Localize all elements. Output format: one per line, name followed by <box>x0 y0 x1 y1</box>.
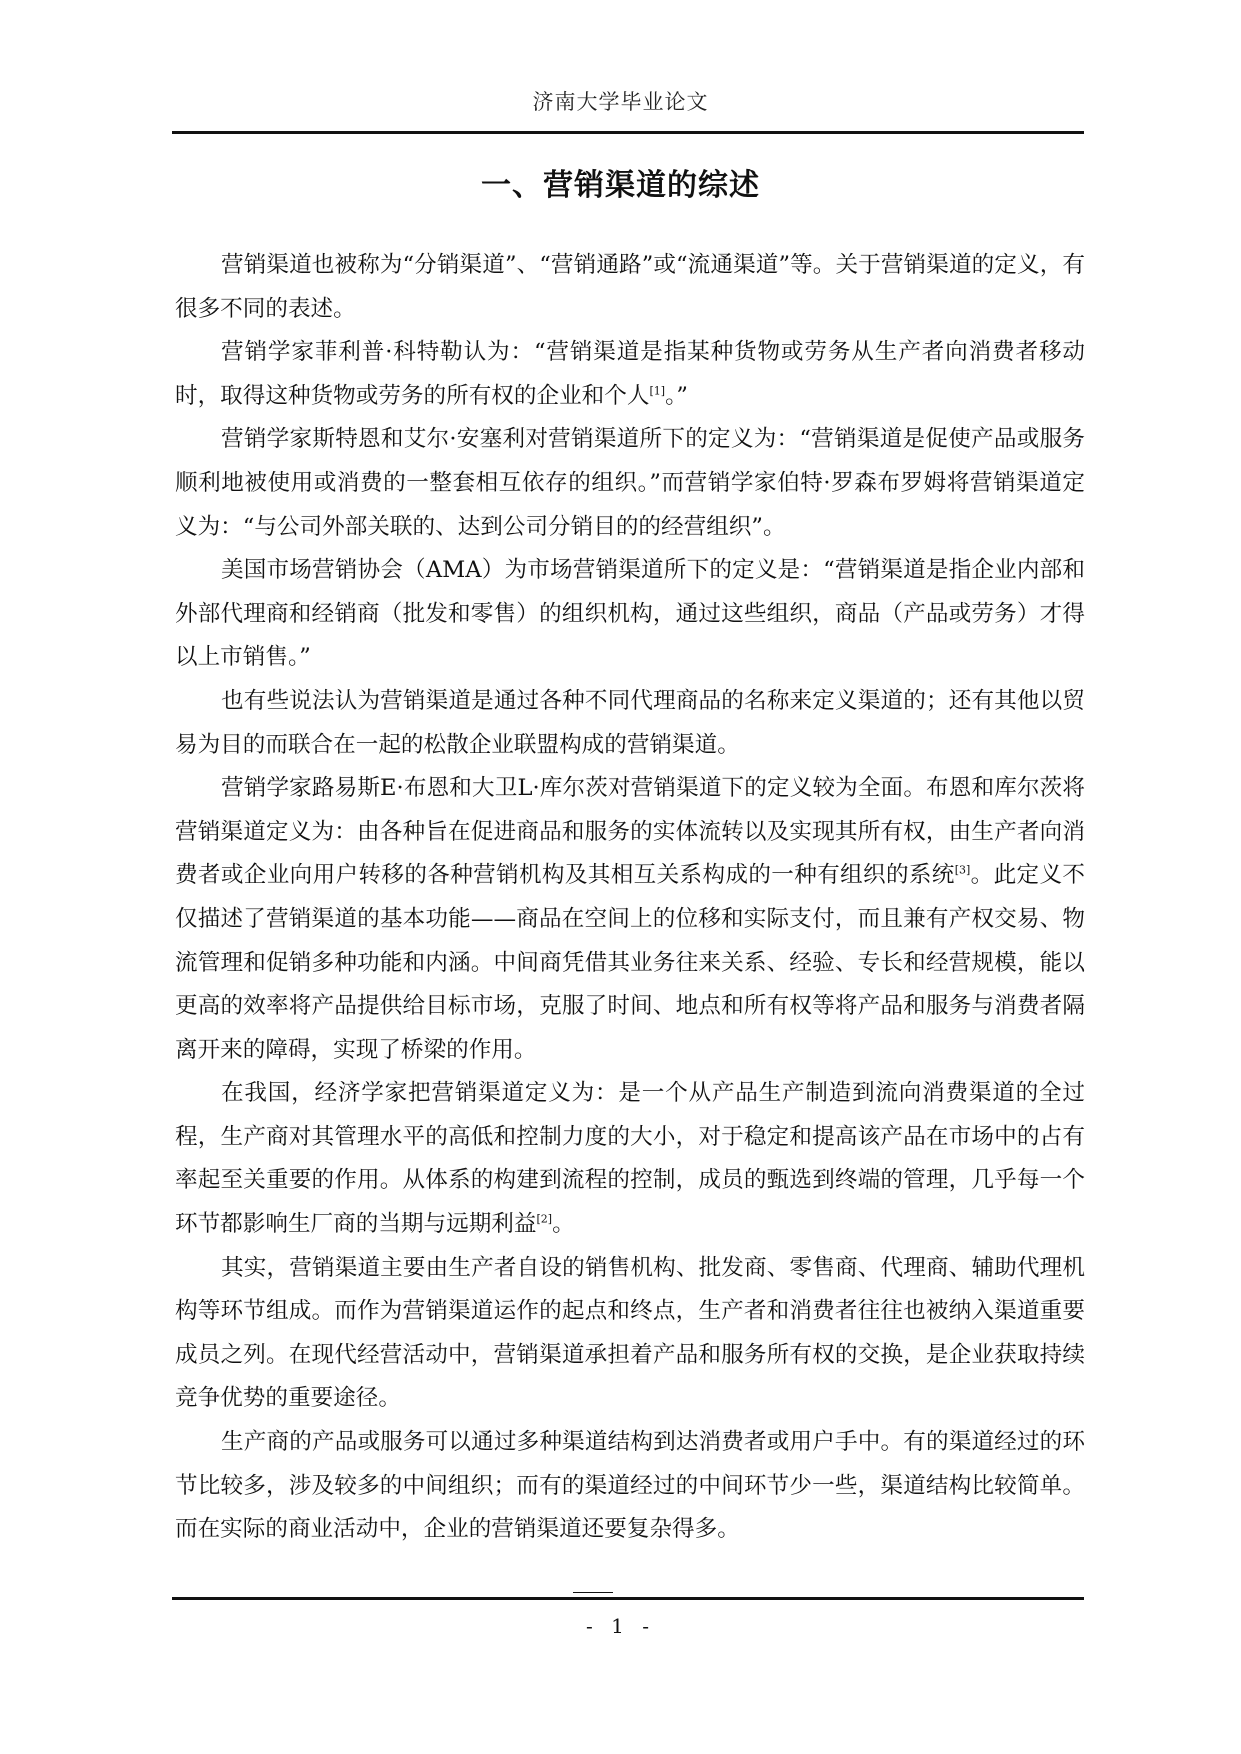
paragraph: 在我国，经济学家把营销渠道定义为：是一个从产品生产制造到流向消费渠道的全过程，生产商对其管理水平的高低和控制力度的大小，对于稳定和提高该产品在市场中的占有率起至关重要的作用。从体系的构建到流程的控制，成员的甄选到终端的管理，几乎每一个环节都影响生厂商的当期与远期利益[2]。 <box>175 1080 1085 1238</box>
citation-marker: [3] <box>954 863 971 877</box>
citation-marker: [1] <box>649 384 666 398</box>
paragraph: 其实，营销渠道主要由生产者自设的销售机构、批发商、零售商、代理商、辅助代理机构等环节组成。而作为营销渠道运作的起点和终点，生产者和消费者往往也被纳入渠道重要成员之列。在现代经营活动中，营销渠道承担着产品和服务所有权的交换，是企业获取持续竞争优势的重要途径。 <box>175 1254 1085 1412</box>
page-number: - 1 - <box>586 1614 655 1638</box>
paragraph: 生产商的产品或服务可以通过多种渠道结构到达消费者或用户手中。有的渠道经过的环节比较多，涉及较多的中间组织；而有的渠道经过的中间环节少一些，渠道结构比较简单。而在实际的商业活动中，企业的营销渠道还要复杂得多。 <box>175 1429 1085 1543</box>
paragraph: 美国市场营销协会（AMA）为市场营销渠道所下的定义是：“营销渠道是指企业内部和外部代理商和经销商（批发和零售）的组织机构，通过这些组织，商品（产品或劳务）才得以上市销售。” <box>175 557 1085 671</box>
citation-marker: [2] <box>536 1212 553 1226</box>
paragraph: 营销渠道也被称为“分销渠道”、“营销通路”或“流通渠道”等。关于营销渠道的定义，有很多不同的表述。 <box>175 252 1085 322</box>
header-rule <box>172 131 1084 134</box>
footer-rule-short <box>573 1592 613 1593</box>
chapter-title: 一、营销渠道的综述 <box>481 168 760 203</box>
footer-rule <box>172 1597 1084 1600</box>
paragraph: 也有些说法认为营销渠道是通过各种不同代理商品的名称来定义渠道的；还有其他以贸易为目的而联合在一起的松散企业联盟构成的营销渠道。 <box>175 687 1085 758</box>
running-header: 济南大学毕业论文 <box>532 90 709 114</box>
paragraph: 营销学家菲利普·科特勒认为：“营销渠道是指某种货物或劳务从生产者向消费者移动时，取得这种货物或劳务的所有权的企业和个人[1]。” <box>175 339 1085 409</box>
body-text <box>175 244 1085 1552</box>
paragraph: 营销学家斯特恩和艾尔·安塞利对营销渠道所下的定义为：“营销渠道是促使产品或服务顺利地被使用或消费的一整套相互依存的组织。”而营销学家伯特·罗森布罗姆将营销渠道定义为：“与公司外部关联的、达到公司分销目的的经营组织”。 <box>175 426 1085 540</box>
paragraph: 营销学家路易斯E·布恩和大卫L·库尔茨对营销渠道下的定义较为全面。布恩和库尔茨将营销渠道定义为：由各种旨在促进商品和服务的实体流转以及实现其所有权，由生产者向消费者或企业向用户转移的各种营销机构及其相互关系构成的一种有组织的系统[3]。此定义不仅描述了营销渠道的基本功能——商品在空间上的位移和实际支付，而且兼有产权交易、物流管理和促销多种功能和内涵。中间商凭借其业务往来关系、经验、专长和经营规模，能以更高的效率将产品提供给目标市场，克服了时间、地点和所有权等将产品和服务与消费者隔离开来的障碍，实现了桥梁的作用。 <box>175 775 1086 1063</box>
